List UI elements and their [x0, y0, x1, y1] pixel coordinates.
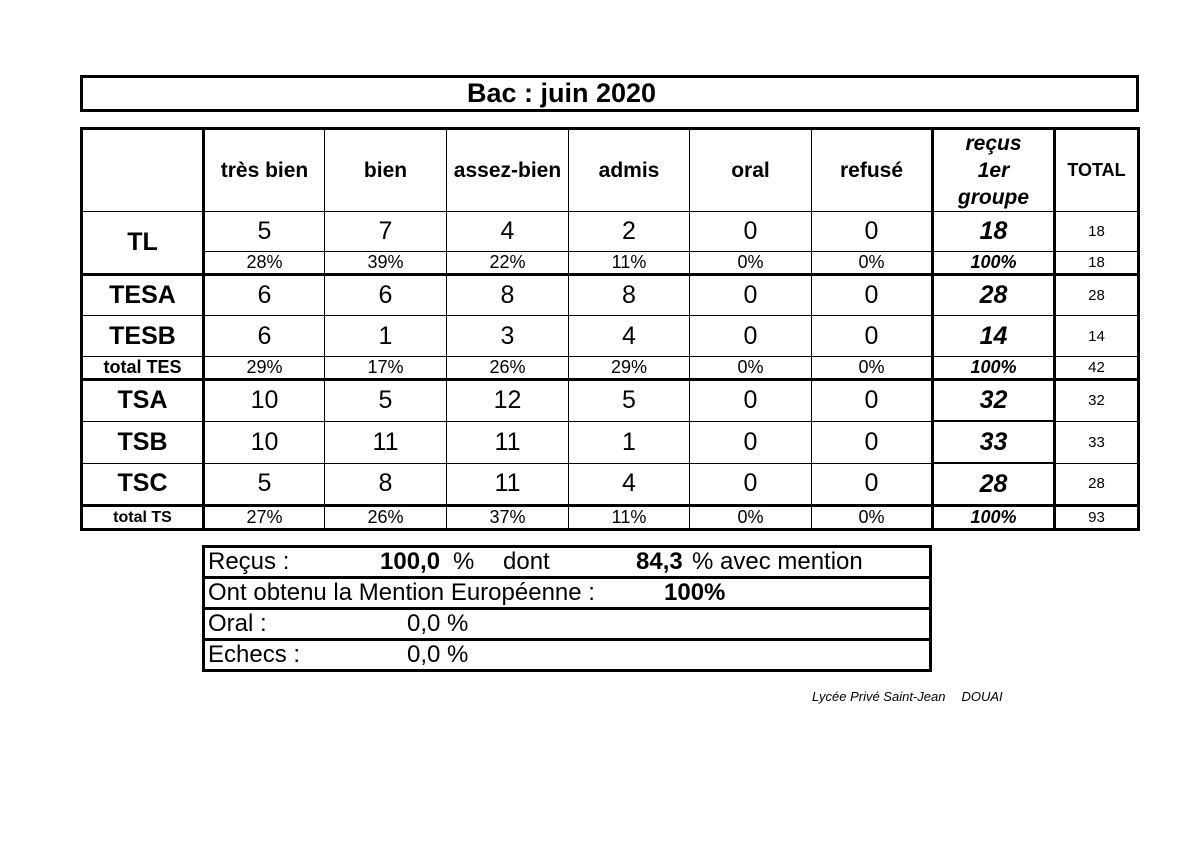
table-cell: 0% — [690, 357, 812, 380]
summary-recus-value: 100,0 — [380, 548, 441, 575]
summary-mention-value: 84,3 — [636, 548, 683, 575]
table-row-tsb — [82, 421, 1139, 463]
table-cell: 0 — [812, 463, 933, 506]
table-cell: 11% — [569, 506, 690, 530]
footer — [812, 689, 1003, 704]
table-cell: 10 — [204, 380, 325, 422]
results-table — [80, 127, 1140, 531]
table-cell-recus: 28 — [933, 463, 1055, 506]
table-cell: 0 — [690, 421, 812, 463]
summary-dont: dont — [503, 548, 550, 575]
table-cell: 22% — [447, 252, 569, 275]
table-cell-total: 14 — [1055, 316, 1139, 357]
table-cell: 4 — [569, 463, 690, 506]
table-cell: 5 — [204, 212, 325, 252]
table-cell: 0 — [690, 316, 812, 357]
table-cell: 17% — [325, 357, 447, 380]
summary-euro-value: 100% — [664, 579, 726, 606]
table-cell-total: 33 — [1055, 421, 1139, 463]
table-cell: 6 — [204, 316, 325, 357]
header-tres-bien: très bien — [204, 129, 325, 212]
summary-row-echecs — [204, 640, 931, 671]
table-cell-recus: 28 — [933, 275, 1055, 316]
table-cell: 7 — [325, 212, 447, 252]
table-cell: 5 — [325, 380, 447, 422]
table-cell: 0% — [812, 252, 933, 275]
header-empty — [82, 129, 204, 212]
row-label-tsc: TSC — [82, 463, 204, 506]
table-row-total-ts — [82, 506, 1139, 530]
table-cell: 29% — [569, 357, 690, 380]
table-cell: 3 — [447, 316, 569, 357]
header-recus: reçus 1er groupe — [933, 129, 1055, 212]
header-admis: admis — [569, 129, 690, 212]
header-bien: bien — [325, 129, 447, 212]
table-cell: 4 — [447, 212, 569, 252]
row-label-tsb: TSB — [82, 421, 204, 463]
table-row-tsc — [82, 463, 1139, 506]
table-cell: 1 — [325, 316, 447, 357]
summary-recus-label: Reçus : — [208, 548, 290, 575]
table-cell: 4 — [569, 316, 690, 357]
header-refuse: refusé — [812, 129, 933, 212]
table-cell: 6 — [325, 275, 447, 316]
summary-oral-label: Oral : — [208, 610, 267, 637]
table-cell: 0 — [690, 380, 812, 422]
table-cell: 1 — [569, 421, 690, 463]
table-cell-recus: 32 — [933, 380, 1055, 422]
table-cell: 0% — [812, 506, 933, 530]
summary-euro-label: Ont obtenu la Mention Européenne : — [208, 579, 595, 606]
table-cell: 2 — [569, 212, 690, 252]
table-cell: 0 — [690, 463, 812, 506]
table-cell: 11% — [569, 252, 690, 275]
table-cell-total: 28 — [1055, 463, 1139, 506]
table-cell: 0% — [690, 252, 812, 275]
table-cell-recus: 33 — [933, 421, 1055, 463]
table-cell: 0 — [690, 275, 812, 316]
table-cell: 10 — [204, 421, 325, 463]
row-label-tsa: TSA — [82, 380, 204, 422]
table-cell: 26% — [447, 357, 569, 380]
table-row-tesa — [82, 275, 1139, 316]
header-oral: oral — [690, 129, 812, 212]
summary-row-oral — [204, 609, 931, 640]
table-row-tsa — [82, 380, 1139, 422]
table-cell: 11 — [447, 463, 569, 506]
table-cell-total: 42 — [1055, 357, 1139, 380]
summary-table — [202, 545, 932, 672]
summary-echecs-value: 0,0 % — [407, 641, 469, 668]
summary-mention-text: % avec mention — [692, 548, 863, 575]
row-label-total-tes: total TES — [82, 357, 204, 380]
table-row-tesb — [82, 316, 1139, 357]
table-cell-recus: 100% — [933, 506, 1055, 530]
table-cell: 26% — [325, 506, 447, 530]
summary-row-recus — [204, 547, 931, 578]
table-cell: 27% — [204, 506, 325, 530]
row-label-tesa: TESA — [82, 275, 204, 316]
table-cell-recus: 100% — [933, 252, 1055, 275]
table-cell: 0 — [812, 421, 933, 463]
table-cell: 5 — [569, 380, 690, 422]
table-cell: 8 — [447, 275, 569, 316]
table-cell: 0 — [812, 275, 933, 316]
table-cell: 0 — [812, 380, 933, 422]
table-cell: 37% — [447, 506, 569, 530]
table-cell: 8 — [569, 275, 690, 316]
table-cell-recus: 100% — [933, 357, 1055, 380]
table-cell: 0% — [812, 357, 933, 380]
table-cell: 11 — [325, 421, 447, 463]
table-cell-recus: 18 — [933, 212, 1055, 252]
footer-city: DOUAI — [961, 689, 1003, 704]
summary-echecs-label: Echecs : — [208, 641, 301, 668]
table-cell: 28% — [204, 252, 325, 275]
page-title: Bac : juin 2020 — [80, 75, 1139, 112]
table-cell-total: 28 — [1055, 275, 1139, 316]
table-row-tl-pct — [82, 252, 1139, 275]
table-cell: 39% — [325, 252, 447, 275]
table-cell-total: 93 — [1055, 506, 1139, 530]
header-assez-bien: assez-bien — [447, 129, 569, 212]
table-cell-total: 32 — [1055, 380, 1139, 422]
summary-recus-unit: % — [453, 548, 475, 575]
row-label-tesb: TESB — [82, 316, 204, 357]
row-label-total-ts: total TS — [82, 506, 204, 530]
table-cell: 5 — [204, 463, 325, 506]
footer-school: Lycée Privé Saint-Jean — [812, 689, 946, 704]
summary-row-euro — [204, 578, 931, 609]
header-total: TOTAL — [1055, 129, 1139, 212]
table-cell: 0 — [812, 212, 933, 252]
table-cell: 0 — [812, 316, 933, 357]
table-cell: 0 — [690, 212, 812, 252]
table-cell: 0% — [690, 506, 812, 530]
table-cell: 29% — [204, 357, 325, 380]
header-row — [82, 129, 1139, 212]
table-cell-total: 18 — [1055, 252, 1139, 275]
row-label-tl: TL — [82, 212, 204, 275]
table-row-total-tes — [82, 357, 1139, 380]
table-cell: 12 — [447, 380, 569, 422]
table-row-tl — [82, 212, 1139, 252]
summary-oral-value: 0,0 % — [407, 610, 469, 637]
table-cell: 6 — [204, 275, 325, 316]
table-cell: 8 — [325, 463, 447, 506]
table-cell-total: 18 — [1055, 212, 1139, 252]
table-cell: 11 — [447, 421, 569, 463]
table-cell-recus: 14 — [933, 316, 1055, 357]
